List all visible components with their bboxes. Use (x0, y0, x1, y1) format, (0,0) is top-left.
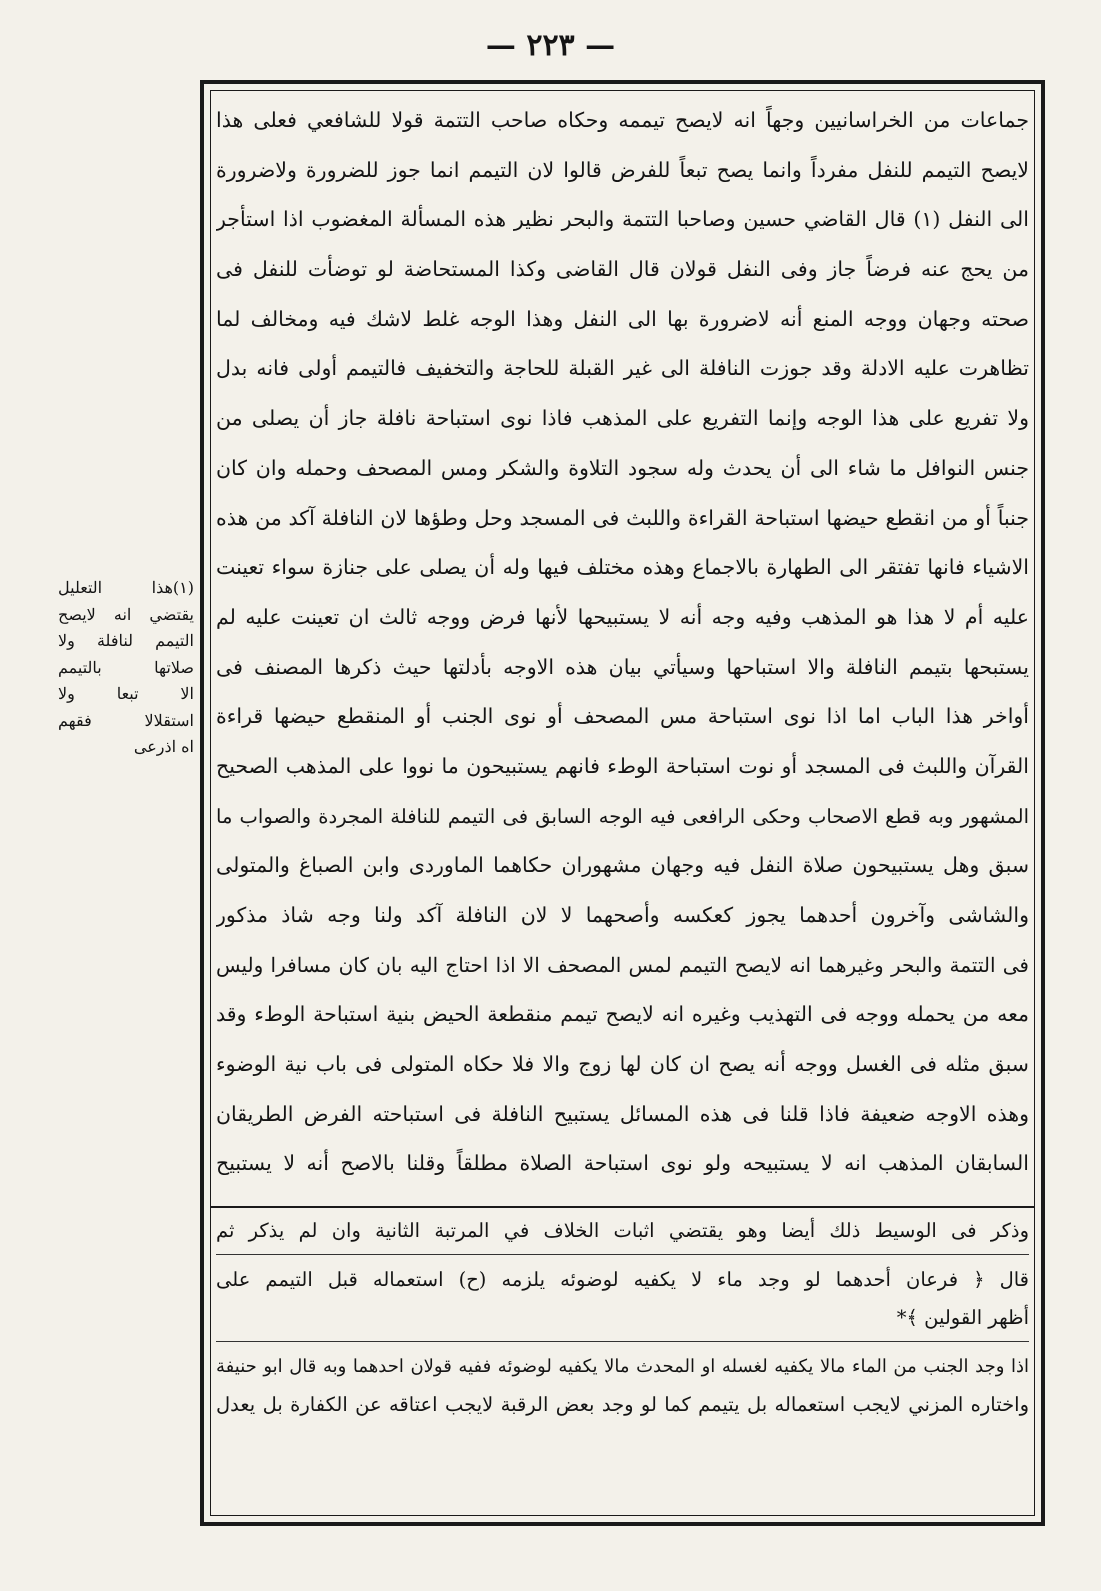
text-line: ولا تفريع على هذا الوجه وإنما التفريع على المذهب فاذا نوى استباحة نافلة جاز أن يصلى من (216, 406, 1029, 431)
section-rule (216, 1254, 1029, 1255)
text-line: السابقان المذهب انه لا يستبيحه ولو نوى استباحة الصلاة مطلقاً وقلنا بالاصح أنه لا يستبيح (216, 1151, 1029, 1176)
text-line: القرآن واللبث فى المسجد أو نوت استباحة الوطء فانهم يستبيحون ما نووا على المذهب الصحيح (216, 753, 1029, 778)
text-line: أظهر القولين ﴾* (896, 1306, 1029, 1329)
text-line: سبق مثله فى الغسل ووجه أنه يصح ان كان لها زوج والا فلا حكاه المتولى فى باب نية الوضوء (216, 1052, 1029, 1077)
text-line: يستبحها بتيمم النافلة والا استباحها وسيأتي بيان هذه الاوجه بأدلتها حيث ذكرها المصنف فى (216, 654, 1029, 679)
text-line: سبق وهل يستبيحون صلاة النفل فيه وجهان مشهوران حكاهما الماوردى وابن الصباغ والمتولى (216, 853, 1029, 878)
text-line: الاشياء فانها تفتقر الى الطهارة بالاجماع وهذه مختلف فيها وله أن يصلى على جنازة سواء تعينت (216, 555, 1029, 580)
text-line: من يحج عنه فرضاً جاز وفى النفل قولان قال القاضى وكذا المستحاضة لو توضأت للنفل فى (216, 257, 1029, 282)
text-line: قال ﴿ فرعان أحدهما لو وجد ماء لا يكفيه لوضوئه يلزمه (ح) استعماله قبل التيمم على (216, 1268, 1029, 1291)
margin-note-line: يقتضي انه لايصح (58, 604, 194, 624)
text-line: معه من يحمله ووجه فى التهذيب وغيره انه لايصح تيمم منقطعة الحيض بنية استباحة الوطء وقد (216, 1002, 1029, 1027)
page-number: — ٢٢٣ — (485, 28, 616, 63)
text-line: جنباً أو من انقطع حيضها استباحة القراءة واللبث فى المسجد وحل وطؤها لان النافلة آكد من هذه (216, 505, 1029, 530)
text-line: لايصح التيمم للنفل مفرداً وانما يصح تبعاً للفرض قالوا لان التيمم انما جوز للضرورة ولاضرورة (216, 157, 1029, 182)
main-text-block (216, 96, 1029, 1176)
text-line: اذا وجد الجنب من الماء مالا يكفيه لغسله او المحدث مالا يكفيه لوضوئه ففيه قولان احدهما وبه قال ابو حنيفة (216, 1356, 1029, 1377)
text-line: واختاره المزني لايجب استعماله بل يتيمم كما لو وجد بعض الرقبة لايجب اعتاقه عن الكفارة بل يعدل (216, 1393, 1029, 1416)
text-line: فى التتمة والبحر وغيرهما انه لايصح التيمم لمس المصحف الا اذا احتاج اليه بان كان مسافرا وليس (216, 952, 1029, 977)
section-rule (216, 1341, 1029, 1342)
text-line: الى النفل (١) قال القاضي حسين وصاحبا التتمة والبحر نظير هذه المسألة المغضوب اذا استأجر (216, 207, 1029, 232)
text-line: تظاهرت عليه الادلة وقد جوزت النافلة الى غير القبلة للحاجة والتخفيف فالتيمم أولى فانه بدل (216, 356, 1029, 381)
text-line: وهذه الاوجه ضعيفة فاذا قلنا فى هذه المسائل يستبيح النافلة فى استباحته الفرض الطريقان (216, 1101, 1029, 1126)
text-line: المشهور وبه قطع الاصحاب وحكى الرافعى فيه الوجه السابق فى التيمم للنافلة المجردة والصواب ما (216, 804, 1029, 828)
text-line: عليه أم لا هذا هو المذهب وفيه وجه أنه لا يستبيحها لأنها فرض ووجه ثالث ان تعينت عليه لم (216, 604, 1029, 629)
lower-text-block (216, 1212, 1029, 1424)
section-divider (210, 1206, 1035, 1208)
margin-note-line: (١)هذا التعليل (58, 578, 194, 597)
text-line: أواخر هذا الباب اما اذا نوى استباحة مس المصحف أو نوى الجنب أو المنقطع حيضها قراءة (216, 704, 1029, 729)
margin-note-line: صلاتها بالتيمم (58, 657, 194, 677)
margin-note-line: اه اذرعى (133, 737, 194, 756)
text-line: جنس النوافل ما شاء الى أن يحدث وله سجود التلاوة والشكر ومس المصحف وحمله وان كان (216, 455, 1029, 480)
text-line: صحته وجهان ووجه المنع أنه لاضرورة بها الى النفل وهذا الوجه غلط لاشك فيه ومخالف لما (216, 306, 1029, 331)
margin-note-line: الا تبعا ولا (58, 684, 194, 703)
margin-note-line: استقلالا فقهم (58, 710, 194, 730)
text-line: جماعات من الخراسانيين وجهاً انه لايصح تيممه وحكاه صاحب التتمة قولا للشافعي فعلى هذا (216, 108, 1029, 132)
text-line: وذكر فى الوسيط ذلك أيضا وهو يقتضي اثبات الخلاف في المرتبة الثانية وان لم يذكر ثم (216, 1219, 1029, 1242)
page-frame (200, 80, 1045, 1526)
margin-note-line: التيمم لنافلة ولا (58, 631, 194, 650)
text-line: والشاشى وآخرون أحدهما يجوز كعكسه وأصحهما لا لان النافلة آكد ولنا وجه شاذ مذكور (216, 903, 1029, 927)
margin-footnote (58, 575, 194, 761)
